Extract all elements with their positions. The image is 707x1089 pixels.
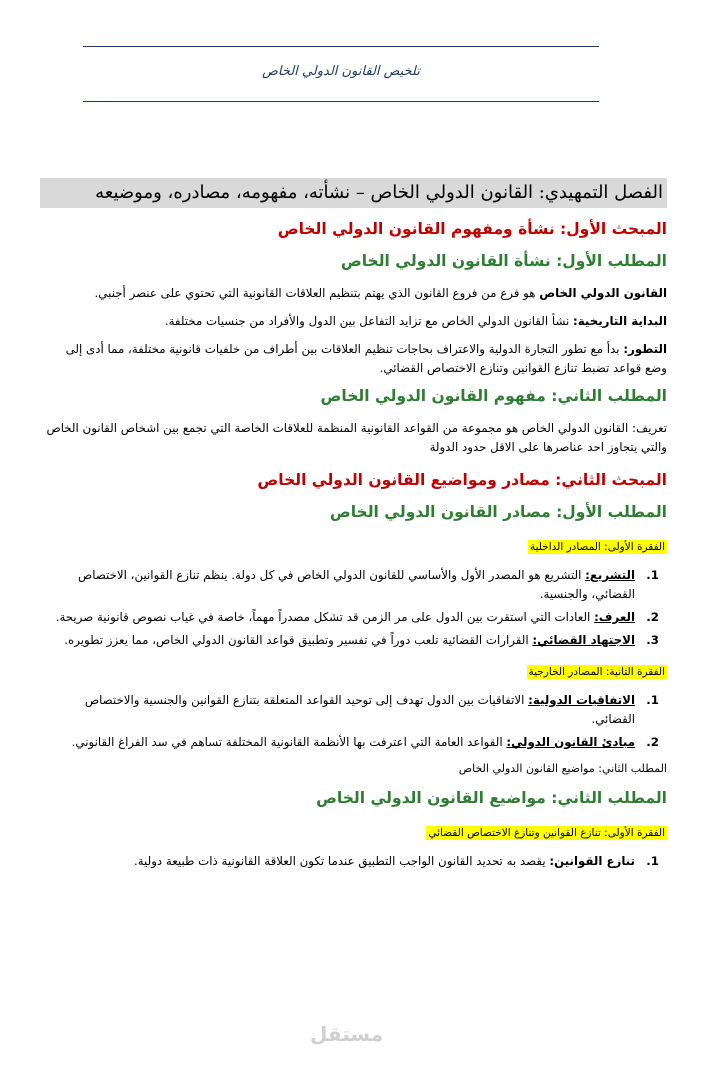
list-item: 2. مبادئ القانون الدولي: القواعد العامة التي اعترفت بها الأنظمة القانونية المختلفة تساهم في سد الفراغ القانوني. <box>71 735 659 749</box>
paragraph-concept: تعريف: القانون الدولي الخاص هو مجموعة من القواعد القانونية المنظمة للعلاقات الخاصة التي تجمع بين اشخاص القانون الخاص والتي يتجاوز احد عناصرها على الاقل حدود الدولة <box>46 421 667 454</box>
external-sources-list <box>40 691 667 752</box>
term: البداية التاريخية: <box>573 314 667 328</box>
plain-requirement-line: المطلب الثاني: مواضيع القانون الدولي الخاص <box>458 762 667 775</box>
top-rule <box>83 46 599 47</box>
section-1-heading: المبحث الأول: نشأة ومفهوم القانون الدولي الخاص <box>277 220 667 238</box>
requirement-2-heading: المطلب الثاني: مفهوم القانون الدولي الخاص <box>320 387 667 405</box>
document-title: تلخيص القانون الدولي الخاص <box>262 64 420 79</box>
chapter-heading: الفصل التمهيدي: القانون الدولي الخاص – نشأته، مفهومه، مصادره، وموضيعه <box>40 178 667 208</box>
section-2-heading: المبحث الثاني: مصادر ومواضيع القانون الدولي الخاص <box>257 471 667 489</box>
list-item: 1. التشريع: التشريع هو المصدر الأول والأساسي للقانون الدولي الخاص في كل دولة. ينظم تنازع القوانين، الاختصاص القضائي، والجنسية. <box>77 568 659 601</box>
list-item: 2. العرف: العادات التي استقرت بين الدول على مر الزمن قد تشكل مصدراً مهماً، خاصة في غياب نصوص قانونية صريحة. <box>55 610 659 624</box>
paragraph-definition: القانون الدولي الخاص هو فرع من فروع القانون الذي يهتم بتنظيم العلاقات القانونية التي تحتوي على عنصر أجنبي. <box>94 286 667 300</box>
paragraph-label-external: الفقرة الثانية: المصادر الخارجية <box>528 666 665 678</box>
document-body <box>40 220 667 881</box>
internal-sources-list <box>40 566 667 650</box>
requirement-1-heading: المطلب الأول: نشأة القانون الدولي الخاص <box>340 252 667 270</box>
bottom-rule <box>83 101 599 102</box>
paragraph-evolution: التطور: بدأ مع تطور التجارة الدولية والاعتراف بحاجات تنظيم العلاقات بين أطراف من خلفيات قانونية مختلفة، مما أدى إلى وضع قواعد تضبط تنازع القوانين وتنازع الاختصاص القضائي. <box>65 342 667 375</box>
term: القانون الدولي الخاص <box>539 286 667 300</box>
sources-heading: المطلب الأول: مصادر القانون الدولي الخاص <box>329 503 667 521</box>
paragraph-label-conflict: الفقرة الأولى: تنازع القوانين وتنازع الاختصاص القضائي <box>428 827 665 839</box>
topics-heading: المطلب الثاني: مواضيع القانون الدولي الخاص <box>316 789 667 807</box>
paragraph-label-internal: الفقرة الأولى: المصادر الداخلية <box>529 541 665 553</box>
term: التطور: <box>623 342 667 356</box>
list-item: 1. تنازع القوانين: يقصد به تحديد القانون الواجب التطبيق عندما تكون العلاقة القانونية ذات طبيعة دولية. <box>133 854 659 868</box>
conflict-list <box>40 852 667 871</box>
list-item: 1. الاتفاقيات الدولية: الاتفاقيات بين الدول تهدف إلى توحيد القواعد المتعلقة بتنازع القوانين والجنسية والاختصاص القضائي. <box>84 693 659 726</box>
watermark-logo: مستقل <box>310 1022 384 1046</box>
paragraph-history: البداية التاريخية: نشأ القانون الدولي الخاص مع تزايد التفاعل بين الدول والأفراد من جنسيات مختلفة. <box>164 314 667 328</box>
list-item: 3. الاجتهاد القضائي: القرارات القضائية تلعب دوراً في تفسير وتطبيق قواعد القانون الدولي الخاص، مما يعزز تطويره. <box>64 633 659 647</box>
